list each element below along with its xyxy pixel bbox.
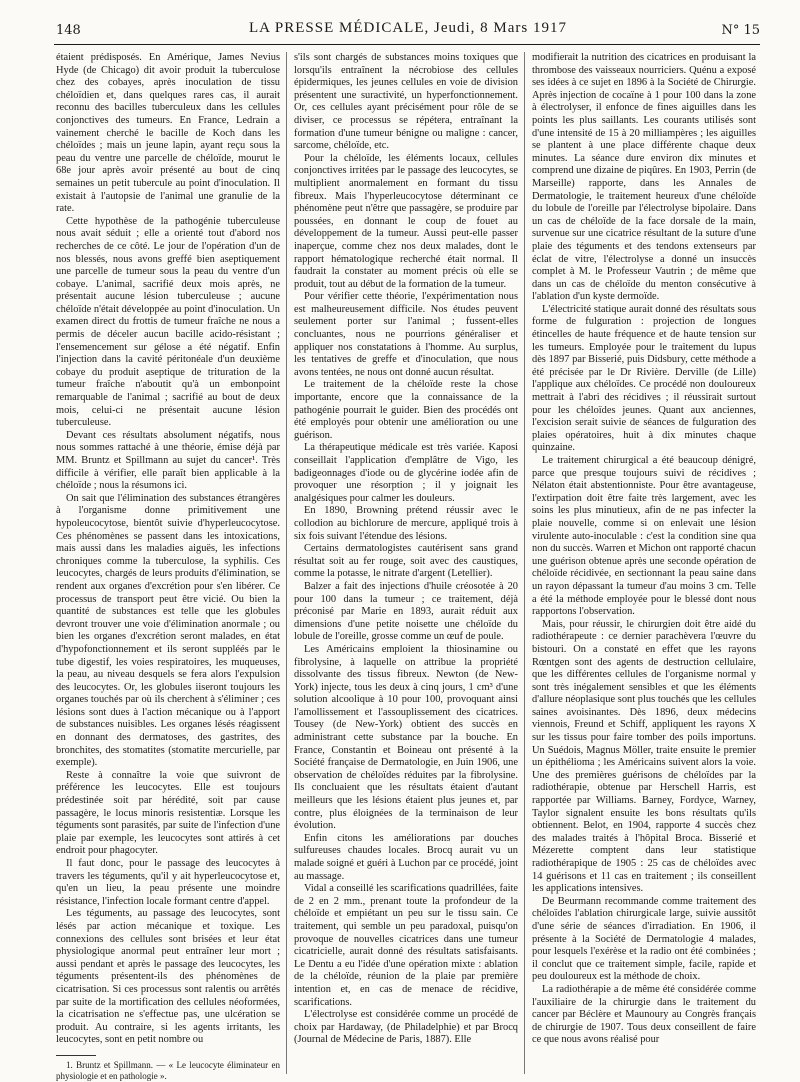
header-rule xyxy=(54,44,760,45)
paragraph: Enfin citons les améliorations par douches sulfureuses chaudes locales. Brocq aurait vu un malade soigné et guéri à Luchon par ce procédé, joint au massage. xyxy=(294,832,518,882)
paragraph: Le traitement chirurgical a été beaucoup dénigré, parce que presque toujours suivi de récidives ; Nélaton était abstentionniste. Pour être avantageuse, l'extirpation doit être faite très largement, avec les soins les plus minutieux, afin de ne pas infecter la plaie nouvelle, comme si on enlevait une lésion virulente auto-inoculable : c'est la condition sine qua non du succès. Warren et Michon ont rapporté chacun une guérison obtenue après une seconde opération de chéloïde récidivée, en sectionnant la peau saine dans un rayon dépassant la tumeur d'au moins 3 cm. Telle a été la méthode employée pour le blessé dont nous rapportons l'observation. xyxy=(532,455,756,618)
issue-number: N° 15 xyxy=(721,23,760,38)
paragraph: Cette hypothèse de la pathogénie tuberculeuse nous avait séduit ; elle a orienté tout d'abord nos recherches de ce côté. Le jour de l'opération d'un de nos blessés, nous avons greffé bien aseptiquement une parcelle de tumeur sous la peau du ventre d'un cobaye. L'animal, sacrifié deux mois après, ne présentait aucune lésion tuberculeuse ; aucune chéloïde n'était développée au point d'inoculation. Un examen direct du frottis de tumeur fraîche ne nous a permis de déceler aucun bacille acido-résistant ; l'ensemencement sur gélose a été négatif. Enfin l'injection dans la cavité péritonéale d'un deuxième cobaye du produit aseptique de trituration de la tumeur fraîche n'aboutit qu'à un embonpoint remarquable de l'animal ; sacrifié au bout de deux mois, celui-ci ne présentait aucune lésion tuberculeuse. xyxy=(56,215,280,429)
paragraph: De Beurmann recommande comme traitement des chéloïdes l'ablation chirurgicale large, suivie aussitôt d'une série de séances d'irradiation. En 1906, il présente à la Société de Dermatologie 4 malades, pour lesquels l'exérèse et la radio ont été combinées ; il conclut que ce traitement simple, facile, rapide et peu douloureux est la méthode de choix. xyxy=(532,895,756,983)
paragraph: s'ils sont chargés de substances moins toxiques que lorsqu'ils entraînent la nécrobiose des cellules épidermiques, les jeunes cellules en voie de division présentent une suractivité, un hyperfonctionnement. Or, ces cellules ayant précisément pour rôle de se diviser, ce processus se répétera, entraînant la formation d'une tumeur bénigne ou maligne : cancer, sarcome, chéloïde, etc. xyxy=(294,52,518,152)
paragraph: La radiothérapie a de même été considérée comme l'auxiliaire de la chirurgie dans le traitement du cancer par Béclère et Maunoury au Congrès français de chirurgie de 1907. Tous deux conseillent de faire ce que nous avons réalisé pour xyxy=(532,983,756,1046)
paragraph: Mais, pour réussir, le chirurgien doit être aidé du radiothérapeute : ce dernier parachèvera l'œuvre du bistouri. On a constaté en effet que les rayons Rœntgen sont des agents de destruction cellulaire, que les différentes cellules de l'organisme normal y sont très inégalement sensibles et que les éléments d'allure néoplasique sont plus touchés que les cellules saines avoisinantes. Dès 1896, deux médecins viennois, Freund et Schiff, appliquent les rayons X sur les tissus pour faire tomber des poils importuns. Un Suédois, Magnus Möller, traite ensuite le premier un épithélioma ; les Américains suivent alors la voie. Une des premières guérisons de chéloïdes par la radiothérapie, obtenue par Herschell Harris, est rapportée par Williams. Barney, Fordyce, Warney, Taylor signalent ensuite les bons résultats qu'ils obtiennent. Belot, en 1904, rapporte 4 succès chez des malades traités à l'hôpital Broca. Bisserié et Mézerette comptent dans leur statistique radiothérapique de 1905 : 25 cas de chéloïdes avec 14 guérisons et 11 cas en traitement ; ils conseillent les applications intensives. xyxy=(532,618,756,895)
paragraph: L'électrolyse est considérée comme un procédé de choix par Hardaway, (de Philadelphie) et par Brocq (Journal de Médecine de Paris, 1887). Elle xyxy=(294,1009,518,1046)
paragraph: Le traitement de la chéloïde reste la chose importante, encore que la connaissance de la pathogénie pourrait le guider. Bien des procédés ont été employés pour obtenir une amélioration ou une guérison. xyxy=(294,379,518,441)
paragraph: modifierait la nutrition des cicatrices en produisant la thrombose des vaisseaux nourriciers. Quénu a exposé ses idées à ce sujet en 1896 à la Société de Chirurgie. Après injection de cocaïne à 1 pour 100 dans la zone à électrolyser, il enfonce de fines aiguilles dans les points les plus saillants. Les courants utilisés sont d'une intensité de 15 à 20 milliampères ; les aiguilles se plantent à une place différente chaque deux minutes. La séance dure environ dix minutes et comprend une dizaine de piqûres. En 1903, Perrin (de Marseille) rapporte, dans les Annales de Dermatologie, le traitement heureux d'une chéloïde du lobule de l'oreille par l'électrolyse bipolaire. Dans un cas de chéloïde de la face dorsale de la main, survenue sur une cicatrice résultant de la suture d'une plaie des téguments et des tendons extenseurs par éclat de vitre, l'électrolyse a donné un insuccès complet à M. le Professeur Vautrin ; de même que dans un cas de chéloïde du menton consécutive à l'ablation d'un kyste dermoïde. xyxy=(532,52,756,303)
column-1 xyxy=(56,52,280,1081)
paragraph: Certains dermatologistes cautérisent sans grand résultat soit au fer rouge, soit avec des caustiques, comme la potasse, le nitrate d'argent (Letellier). xyxy=(294,543,518,580)
footnote: 1. Bruntz et Spillmann. — « Le leucocyte éliminateur en physiologie et en pathologie ». xyxy=(56,1059,280,1081)
column-3 xyxy=(532,52,756,1074)
paragraph: Il faut donc, pour le passage des leucocytes à travers les téguments, qu'il y ait hyperleucocytose et, qu'en un lieu, la peau présente une moindre résistance, l'infection locale formant centre d'appel. xyxy=(56,858,280,907)
paragraph: On sait que l'élimination des substances étrangères à l'organisme donne primitivement une hypoleucocytose, bientôt suivie d'hyperleucocytose. Ces phénomènes se passent dans les intoxications, mais aussi dans les maladies aiguës, les infections chroniques comme la tuberculose, la syphilis. Ces leucocytes, chargés de leurs produits d'élimination, se rendent aux organes d'excrétion pour s'en libérer. Ce processus de transport peut être vicié. Ou bien la quantité de substances est telle que les globules devront trouver une voie d'élimination anormale ; ou bien les organes d'excrétion seront malades, en état d'hypofonctionnement et ils seront suppléés par le tube digestif, les voies respiratoires, les muqueuses, la peau, au niveau desquels se fera alors l'expulsion des leucocytes. Or, les globules iiseront toujours les organes touchés par où ils cherchent à s'éliminer ; ces lésions sont dues à l'action mécanique ou à l'apport de substances nuisibles. Les organes lésés réagissent en donnant des dermatoses, des gastrites, des bronchites, des stomatites (stomatite mercurielle, par exemple). xyxy=(56,492,280,769)
paragraph: L'électricité statique aurait donné des résultats sous forme de fulguration : projection de longues étincelles de haute fréquence et de haute tension sur les tumeurs. Employée pour le traitement du lupus dès 1897 par Bisserié, puis Didsbury, cette méthode a été précisée par le Dr Rivière. Derville (de Lille) l'applique aux chéloïdes. Ce procédé non douloureux mettrait à l'abri des récidives ; il réussirait surtout pour les chéloïdes jeunes. Quant aux anciennes, l'excision serait suivie de séances de fulguration des plaies opératoires, huit à dix minutes chaque quinzaine. xyxy=(532,303,756,454)
paragraph: Reste à connaître la voie que suivront de préférence les leucocytes. Elle est toujours prédestinée soit par hérédité, soit par cause passagère, le locus minoris resistentiæ. Lorsque les téguments sont parasités, par suite de l'infection d'une plaie par exemple, les leucocytes sont attirés à cet endroit pour phagocyter. xyxy=(56,769,280,857)
paragraph: Les téguments, au passage des leucocytes, sont lésés par action mécanique et toxique. Les connexions des cellules sont brisées et leur état physiologique anormal peut entraîner leur mort ; aussi pendant et après le passage des leucocytes, les téguments présentent-ils des phénomènes de cicatrisation. Si ces processus sont ralentis ou arrêtés par suite de la mortification des cellules néoformées, la cicatrisation ne s'effectue pas, une ulcération se produit. Au contraire, si les agents irritants, les leucocytes, sont en petit nombre ou xyxy=(56,908,280,1046)
paragraph: Pour vérifier cette théorie, l'expérimentation nous est malheureusement difficile. Nos études peuvent seulement porter sur l'animal ; fussent-elles concluantes, nous ne pourrions généraliser et appliquer nos constatations à l'homme. Au surplus, les tentatives de greffe et d'inoculation, que nous avons tentées, ne nous ont donné aucun résultat. xyxy=(294,291,518,378)
paragraph: Pour la chéloïde, les éléments locaux, cellules conjonctives irritées par le passage des leucocytes, se multiplient anormalement en formant du tissu fibreux. Mais l'hyperleucocytose déterminant ce phénomène peut n'être que passagère, se produire par poussées, en donnant le coup de fouet au développement de la tumeur. Aussi peut-elle passer inaperçue, comme chez nos deux malades, dont le rapport hématologique recherché était normal. Il faudrait la constater au moment précis où elle se produit, tout au début de la formation de la tumeur. xyxy=(294,152,518,290)
column-2 xyxy=(294,52,518,1074)
paragraph: Les Américains emploient la thiosinamine ou fibrolysine, à laquelle on attribue la propriété dissolvante des tissus fibreux. Newton (de New-York) injecte, tous les deux à cinq jours, 1 cm³ d'une solution alcoolique à 10 pour 100, provoquant ainsi l'amollissement et l'assouplissement des cicatrices. Tousey (de New-York) obtient des succès en administrant cette substance par la bouche. En France, Constantin et Boineau ont présenté à la Société française de Dermatologie, en Juin 1906, une observation de chéloïdes réduites par la fibrolysine. Ils concluaient que les résultats étaient d'autant meilleurs que les lésions étaient plus jeunes et, par contre, plus éloignées de la terminaison de leur évolution. xyxy=(294,643,518,832)
journal-title: LA PRESSE MÉDICALE, Jeudi, 8 Mars 1917 xyxy=(248,20,567,36)
paragraph: Vidal a conseillé les scarifications quadrillées, faite de 2 en 2 mm., prenant toute la profondeur de la chéloïde et empiétant un peu sur le tissu sain. Ce traitement, qui semble un peu paradoxal, puisqu'on provoque de nouvelles cicatrices dans une tumeur cicatricielle, aurait donné des résultats satisfaisants. Le Dentu a eu l'idée d'une opération mixte : ablation de la chéloïde, réunion de la plaie par première intention et, en cas de menace de récidive, scarifications. xyxy=(294,883,518,1008)
footnote-rule xyxy=(56,1055,96,1056)
paragraph: étaient prédisposés. En Amérique, James Nevius Hyde (de Chicago) dit avoir produit la tuberculose chez des cobayes, après inoculation de tissu chéloïdien et, dans quelques rares cas, il aurait reconnu des bacilles tuberculeux dans les cellules conjonctives des tumeurs. En France, Ledrain a vainement cherché le bacille de Koch dans les chéloïdes ; mais un jeune lapin, ayant reçu sous la peau du ventre une parcelle de chéloïde, mourut le 68e jour après avoir présenté au bout de cinq semaines un petit tubercule au point d'inoculation. Il existait à l'autopsie de l'animal une granulie de la rate. xyxy=(56,52,280,215)
column-divider xyxy=(524,52,525,1074)
paragraph: La thérapeutique médicale est très variée. Kaposi conseillait l'application d'emplâtre de Vigo, les badigeonnages d'iode ou de glycérine iodée afin de provoquer une résorption ; il y joignait les analgésiques pour calmer les douleurs. xyxy=(294,442,518,504)
paragraph: Devant ces résultats absolument négatifs, nous nous sommes rattaché à une théorie, émise déjà par MM. Bruntz et Spillmann au sujet du cancer¹. Très difficile à vérifier, elle paraît bien applicable à la chéloïde ; nous la résumons ici. xyxy=(56,429,280,492)
paragraph: En 1890, Browning prétend réussir avec le collodion au bichlorure de mercure, appliqué trois à six fois suivant l'étendue des lésions. xyxy=(294,505,518,542)
page-number: 148 xyxy=(56,23,81,38)
page-header xyxy=(56,20,760,44)
paragraph: Balzer a fait des injections d'huile créosotée à 20 pour 100 dans la tumeur ; ce traitement, déjà préconisé par Marie en 1893, aurait réduit aux dimensions d'une petite noisette une chéloïde du lobule de l'oreille, grosse comme un œuf de poule. xyxy=(294,580,518,643)
article-columns xyxy=(56,52,760,1081)
column-divider xyxy=(286,52,287,1074)
